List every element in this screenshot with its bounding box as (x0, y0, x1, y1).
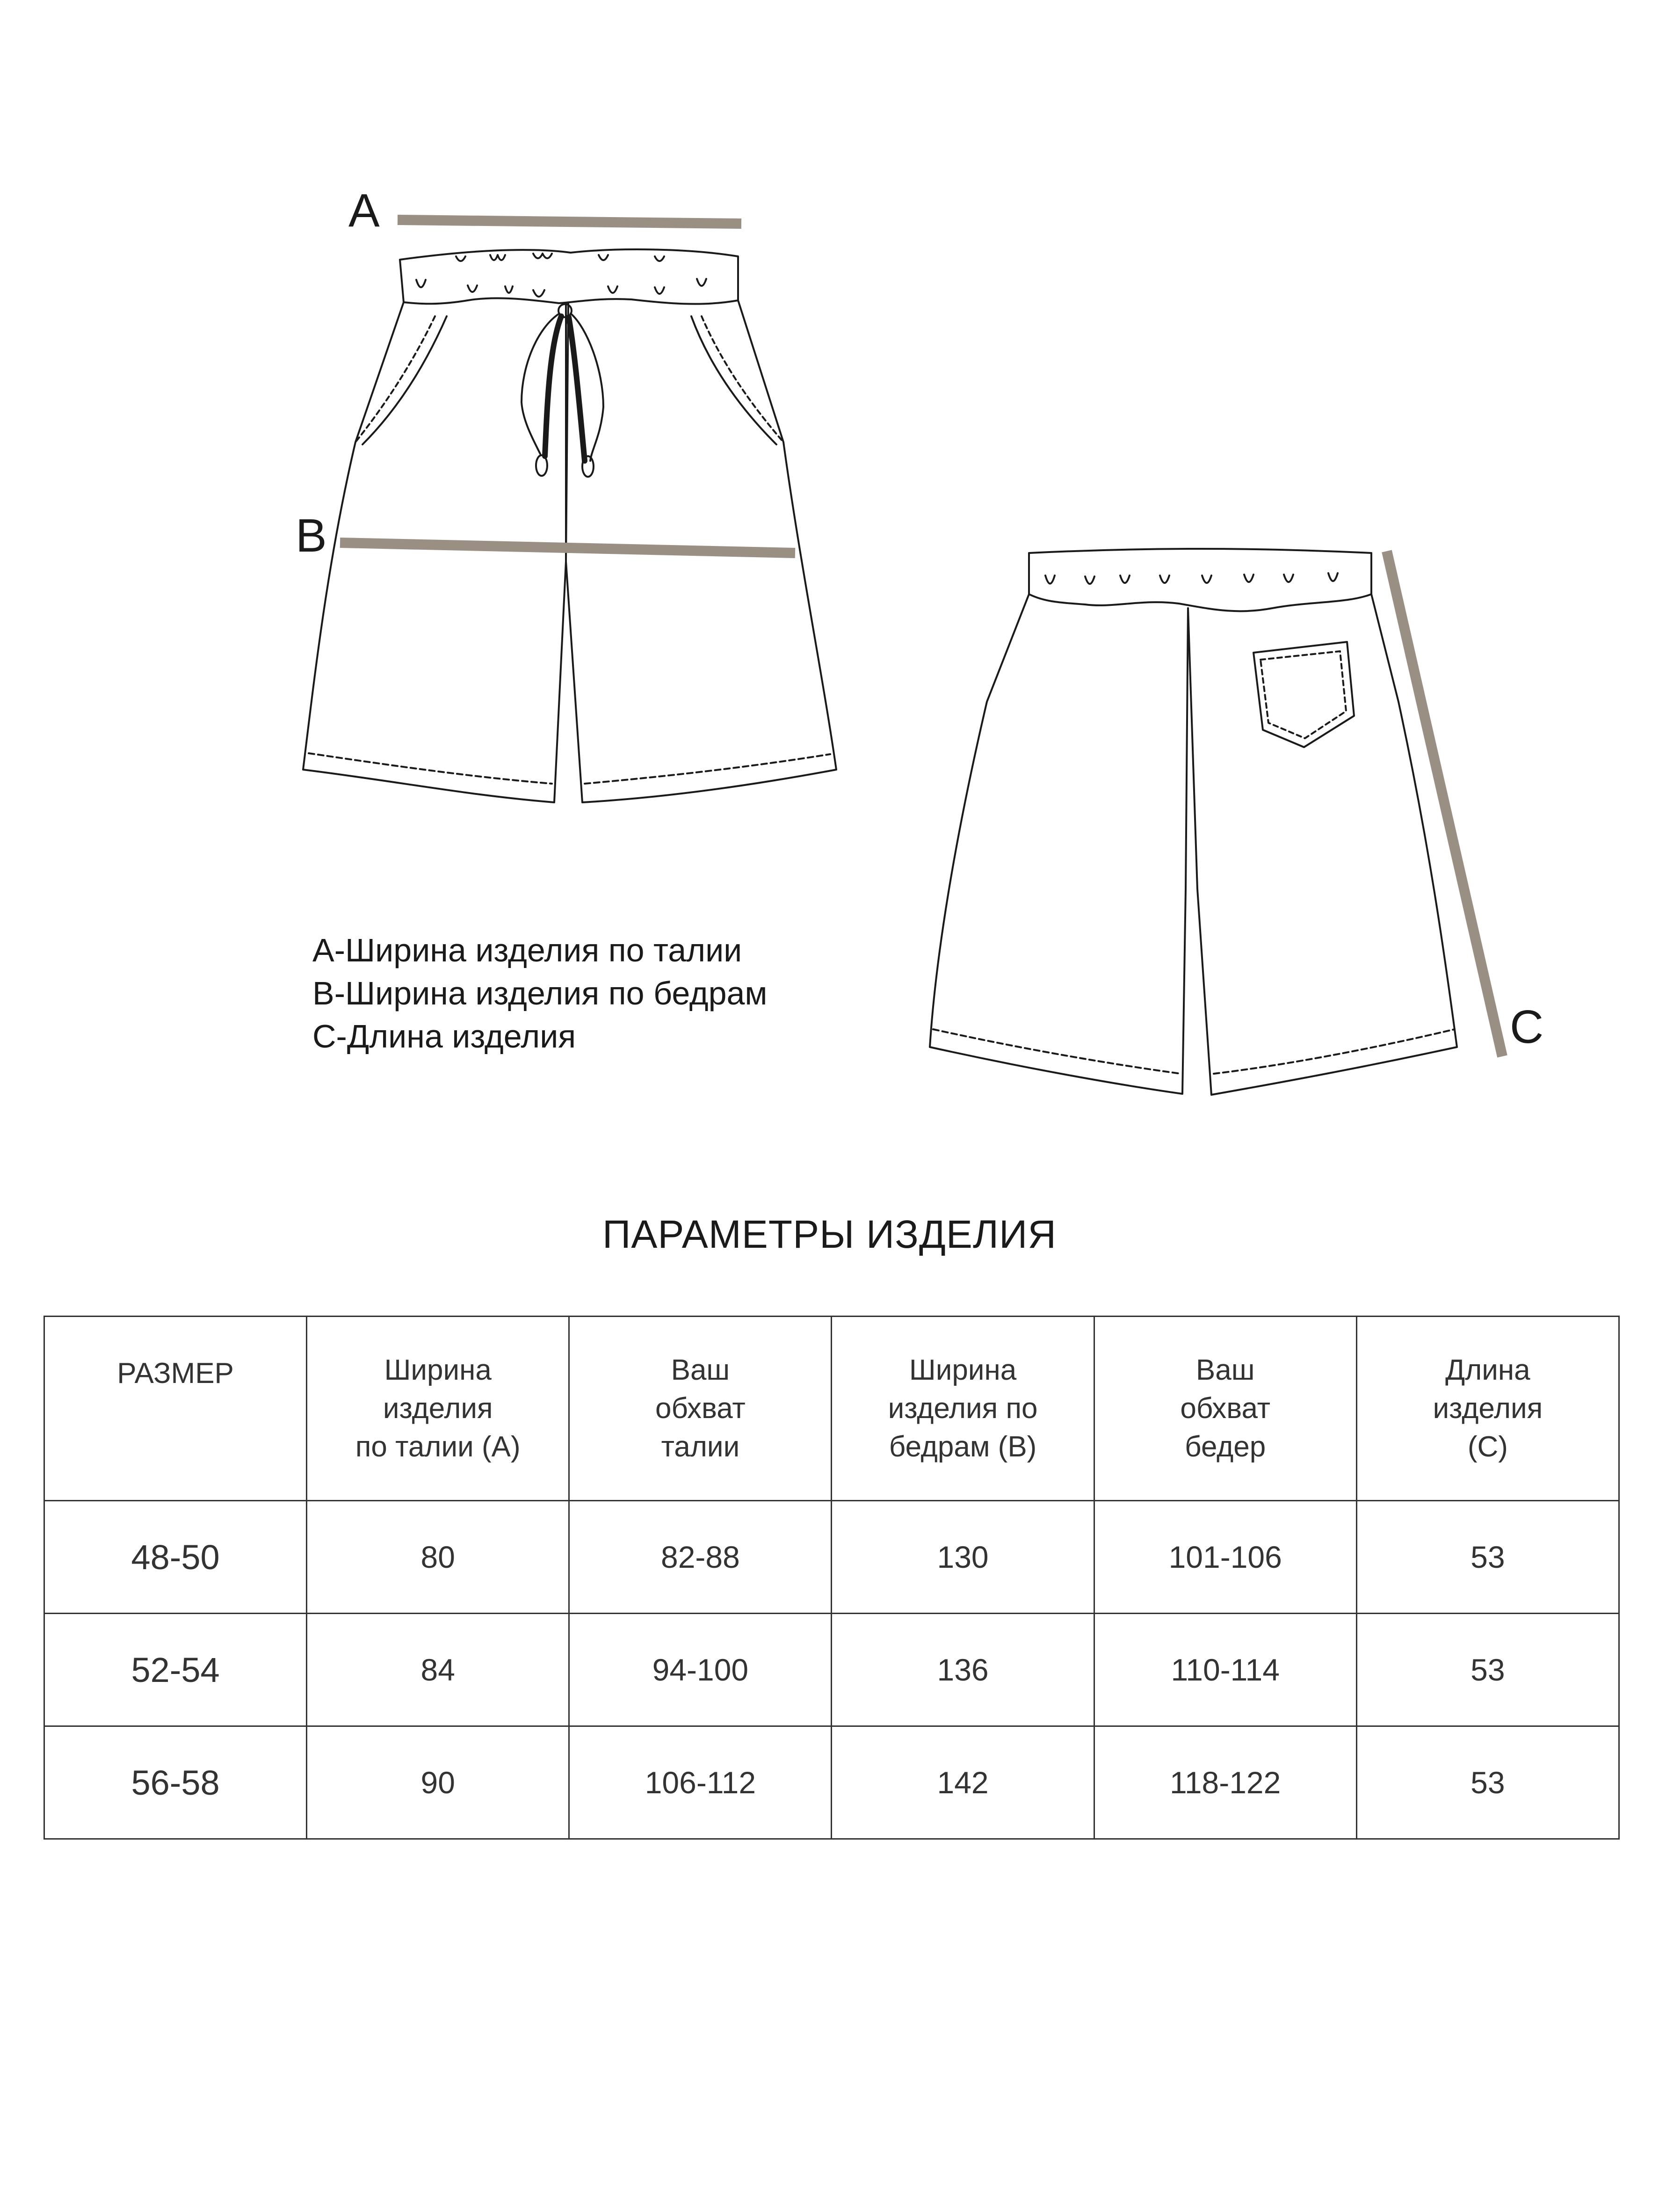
cell-hip-width: 136 (832, 1614, 1094, 1726)
legend (312, 929, 768, 1058)
cell-waist-width: 90 (307, 1726, 569, 1839)
cell-size: 48-50 (44, 1501, 307, 1614)
cell-waist-width: 84 (307, 1614, 569, 1726)
legend-item-a: A-Ширина изделия по талии (312, 932, 742, 968)
legend-item-b: B-Ширина изделия по бедрам (312, 975, 768, 1011)
cell-hip-width: 142 (832, 1726, 1094, 1839)
label-a: A (348, 184, 380, 237)
header-hip-width: Ширина изделия по бедрам (B) (832, 1317, 1094, 1501)
header-hip-girth: Ваш обхват бедер (1094, 1317, 1356, 1501)
table-header-row (44, 1317, 1619, 1501)
parameters-title: ПАРАМЕТРЫ ИЗДЕЛИЯ (602, 1212, 1057, 1256)
header-size: РАЗМЕР (44, 1317, 307, 1501)
cell-length: 53 (1356, 1501, 1619, 1614)
cell-hip-width: 130 (832, 1501, 1094, 1614)
header-length: Длина изделия (C) (1356, 1317, 1619, 1501)
cell-waist-girth: 82-88 (569, 1501, 832, 1614)
cell-hip-girth: 118-122 (1094, 1726, 1356, 1839)
measure-line-b (340, 543, 795, 553)
cell-size: 52-54 (44, 1614, 307, 1726)
cell-hip-girth: 110-114 (1094, 1614, 1356, 1726)
cell-hip-girth: 101-106 (1094, 1501, 1356, 1614)
size-table (43, 1316, 1620, 1840)
table-row (44, 1726, 1619, 1839)
cell-length: 53 (1356, 1614, 1619, 1726)
cell-size: 56-58 (44, 1726, 307, 1839)
legend-item-c: C-Длина изделия (312, 1018, 576, 1055)
table-row (44, 1501, 1619, 1614)
cell-waist-girth: 94-100 (569, 1614, 832, 1726)
table-row (44, 1614, 1619, 1726)
measure-line-a (398, 220, 741, 224)
label-c: C (1510, 1001, 1544, 1053)
cell-length: 53 (1356, 1726, 1619, 1839)
header-waist-girth: Ваш обхват талии (569, 1317, 832, 1501)
label-b: B (296, 509, 327, 562)
cell-waist-width: 80 (307, 1501, 569, 1614)
header-waist-width: Ширина изделия по талии (A) (307, 1317, 569, 1501)
cell-waist-girth: 106-112 (569, 1726, 832, 1839)
front-view (303, 249, 836, 802)
back-view (930, 549, 1457, 1095)
measure-line-c (1387, 551, 1502, 1056)
